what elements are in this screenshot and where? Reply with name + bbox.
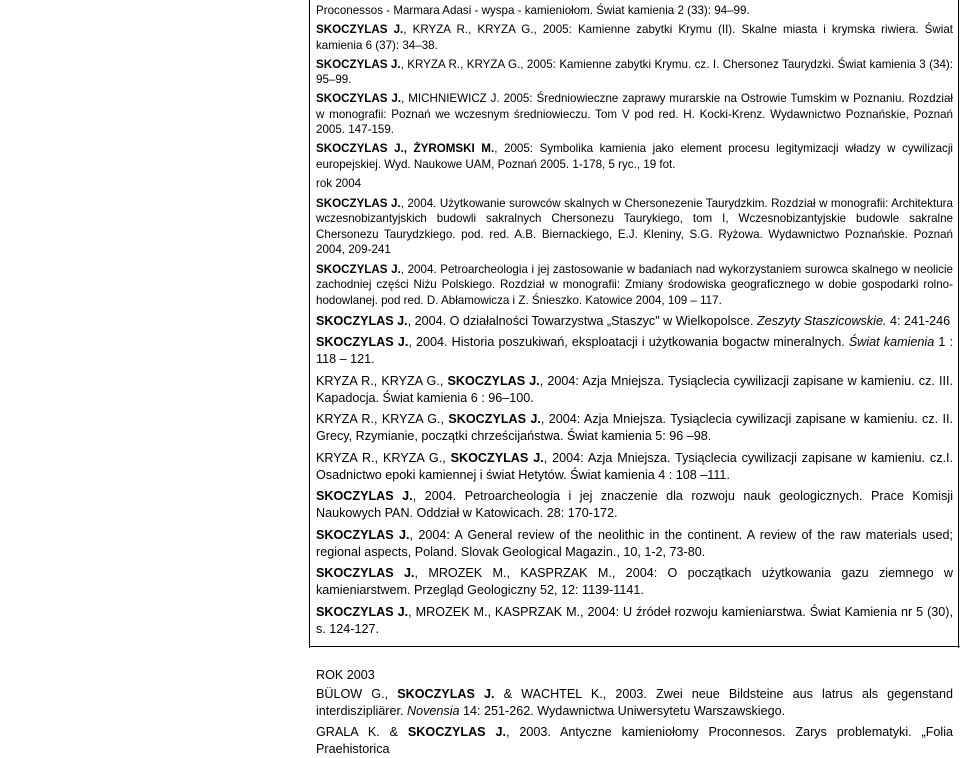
entry-text: , MROZEK M., KASPRZAK M., 2004: O początkach użytkowania gazu ziemnego w kamieniarstwem. Przegląd Geologiczny 52, 12: 1139-1141. [316,566,953,597]
author-name: SKOCZYLAS J. [316,142,404,155]
bibliography-entry [316,22,953,53]
entry-text: , KRYZA R., KRYZA G., 2005: Kamienne zabytki Krymu. cz. I. Chersonez Taurydzki. Świat kamienia 3 (34): 95–99. [316,57,954,86]
entry-text: 1 : 118 – 121. [316,335,953,366]
entry-text: , 2004. O działalności Towarzystwa „Staszyc" w Wielkopolsce. [407,313,757,328]
author-name: SKOCZYLAS J. [316,23,404,36]
year-heading-text: rok 2004 [316,177,362,190]
bibliography-entry [316,3,953,19]
author-name: SKOCZYLAS J. [316,527,410,542]
journal-title: Zeszyty Staszicowskie. [756,313,887,328]
bibliography-entry [316,411,953,445]
bibliography-entry [316,565,953,599]
bibliography-entry [316,724,953,758]
bibliography-entry [316,488,953,522]
entry-text: 14: 251-262. Wydawnictwa Uniwersytetu Warszawskiego. [459,703,786,718]
entry-text: , 2004. Petroarcheologia i jej znaczenie dla rozwoju nauk geologicznych. Prace Komisji Naukowych PAN. Oddział w Katowicach. 28: 170-172. [316,489,953,520]
bibliography-entry [316,334,953,368]
entry-text: BÜLOW G., [316,686,398,701]
bibliography-document [316,0,953,758]
journal-title: Novensia [407,703,460,718]
year-heading [316,176,953,192]
bibliography-entry [316,313,953,330]
coauthor-name: , ŻYROMSKI M. [403,142,495,155]
bibliography-entry [316,686,953,720]
entry-text: & WACHTEL K., 2003. Zwei neue Bildsteine aus latrus als gegenstand interdiszipliärer. [316,686,953,718]
bibliography-entry [316,604,953,638]
entry-text: KRYZA R., KRYZA G., [316,450,451,465]
entry-text: , 2004: Azja Mniejsza. Tysiąclecia cywilizacji zapisane w kamieniu. cz. II. Grecy, Rzymianie, początki chrześcijaństwa. Świat kamienia 5: 96 –98. [316,412,953,443]
author-name: SKOCZYLAS J. [448,412,541,426]
year-heading [316,667,953,684]
table-border-left [309,0,310,648]
author-name: SKOCZYLAS J. [316,262,401,276]
author-name: SKOCZYLAS J. [316,92,402,105]
entry-text: KRYZA R., KRYZA G., [316,412,449,426]
author-name: SKOCZYLAS J. [316,335,409,349]
author-name: SKOCZYLAS J. [450,450,544,465]
entry-text: , 2004. Użytkowanie surowców skalnych w Chersonezenie Taurydzkim. Rozdział w monografii: Architektura wczesnobizantyjskich budowli sakralnych Chersonezu Taurykiego, tom I, Wczesnobizantyjskie budowle sakralne Chersonezu Taurydzkiego. pod. red. A.B. Biernackiego, E.J. Kleniny, S.G. Ryżowa. Wydawnictwo Poznańskie. Poznań 2004, 209-241 [316,196,953,256]
bibliography-entry [316,450,953,484]
bibliography-entry [316,91,953,138]
bibliography-entry [316,262,953,309]
entry-text: KRYZA R., KRYZA G., [316,373,448,388]
author-name: SKOCZYLAS J. [316,57,401,71]
entry-text: , 2003. Antyczne kamieniołomy Proconnesos. Zarys problematyki. „Folia Praehistorica [316,725,954,756]
entry-text: , 2004. Historia poszukiwań, eksploatacji i użytkowania bogactw mineralnych. [408,335,849,349]
entry-text: GRALA K. & [316,725,408,739]
author-name: SKOCZYLAS J. [316,196,401,210]
bibliography-entry [316,527,953,561]
table-border-right [958,0,959,648]
author-name: SKOCZYLAS J. [316,566,415,580]
author-name: SKOCZYLAS J. [397,686,495,701]
bibliography-entry [316,57,953,88]
year-heading-text: ROK 2003 [316,667,375,682]
bibliography-entry [316,141,953,172]
entry-text: , MICHNIEWICZ J. 2005: Średniowieczne zaprawy murarskie na Ostrowie Tumskim w Poznaniu. Rozdział w monografii: Poznań we wczesnym średniowieczu. Tom V pod red. H. Kocki-Krenz. Wydawnictwo Poznańskie, Poznań 2005. 147-159. [316,92,954,136]
entry-text: , 2004: Azja Mniejsza. Tysiąclecia cywilizacji zapisane w kamieniu. cz. III. Kapadocja. Świat kamienia 6 : 96–100. [316,373,953,405]
entry-text: , MROZEK M., KASPRZAK M., 2004: U źródeł rozwoju kamieniarstwa. Świat Kamienia nr 5 (30), s. 124-127. [316,604,954,636]
entry-text: Proconessos - Marmara Adasi - wyspa - kamieniołom. Świat kamienia 2 (33): 94–99. [316,4,750,17]
entry-text: , KRYZA R., KRYZA G., 2005: Kamienne zabytki Krymu (II). Skalne miasta i krymska riwiera. Świat kamienia 6 (37): 34–38. [316,23,953,52]
entry-text: , 2004: Azja Mniejsza. Tysiąclecia cywilizacji zapisane w kamieniu. cz.I. Osadnictwo epoki kamiennej i świat Hetytów. Świat kamienia 4 : 108 –111. [316,450,953,482]
author-name: SKOCZYLAS J. [407,725,506,739]
author-name: SKOCZYLAS J. [316,489,413,503]
entry-text: , 2004. Petroarcheologia i jej zastosowanie w badaniach nad wykorzystaniem surowca skalnego w neolicie zachodniej części Niżu Polskiego. Rozdział w monografii: Zmiany środowiska geograficznego w dobie gospodarki rolno-hodowlanej. pod red. D. Abłamowicza i Z. Śnieszko. Katowice 2004, 109 – 117. [316,262,953,307]
journal-title: Świat kamienia [848,335,935,349]
entry-text: , 2005: Symbolika kamienia jako element procesu legitymizacji władzy w cywilizacji europejskiej. Wyd. Naukowe UAM, Poznań 2005. 1-178, 5 ryc., 19 fot. [316,142,954,171]
entry-text: , 2004: A General review of the neolithic in the continent. A review of the raw materials used; regional aspects, Poland. Slovak Geological Magazin., 10, 1-2, 73-80. [316,527,953,559]
bibliography-entry [316,373,953,407]
author-name: SKOCZYLAS J. [316,313,408,328]
author-name: SKOCZYLAS J. [447,373,540,388]
author-name: SKOCZYLAS J. [316,604,409,619]
bibliography-entry [316,196,953,258]
entry-text: 4: 241-246 [886,313,951,328]
